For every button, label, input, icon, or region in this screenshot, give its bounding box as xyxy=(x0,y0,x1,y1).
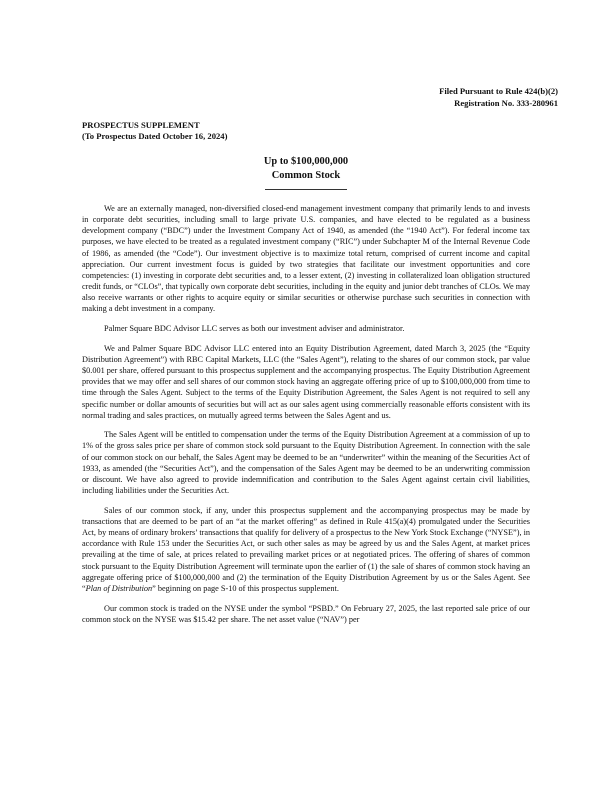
paragraph-company-overview: We are an externally managed, non-diversified closed-end management investment company that primarily lends to and invests in corporate debt securities, including small to large private U.S. companies, and have elected to be regulated as a business development company (“BDC”) under the Investment Company Act of 1940, as amended (the “1940 Act”). For federal income tax purposes, we have elected to be treated as a regulated investment company (“RIC”) under Subchapter M of the Internal Revenue Code of 1986, as amended (the “Code”). Our investment objective is to maximize total return, comprised of current income and capital appreciation. Our current investment focus is guided by two strategies that facilitate our investment opportunities and core competencies: (1) investing in corporate debt securities and, to a lesser extent, (2) investing in collateralized loan obligation structured credit funds, or “CLOs”, that typically own corporate debt securities, including in the equity and junior debt tranches of CLOs. We may also receive warrants or other rights to acquire equity or similar securities or otherwise purchase such securities in connection with making a debt investment in a company. xyxy=(82,204,530,314)
paragraph-sales-agent-compensation: The Sales Agent will be entitled to compensation under the terms of the Equity Distribution Agreement at a commission of up to 1% of the gross sales price per share of common stock sold pursuant to the Equity Distribution Agreement. In connection with the sale of our common stock on our behalf, the Sales Agent may be deemed to be an “underwriter” within the meaning of the Securities Act of 1933, as amended (the “Securities Act”), and the compensation of the Sales Agent may be deemed to be an underwriting commission or discount. We have also agreed to provide indemnification and contribution to the Sales Agent against certain civil liabilities, including liabilities under the Securities Act. xyxy=(82,430,530,496)
paragraph-adviser: Palmer Square BDC Advisor LLC serves as both our investment adviser and administrator. xyxy=(104,324,405,334)
supplement-title: PROSPECTUS SUPPLEMENT xyxy=(82,120,200,130)
registration-number: Registration No. 333-280961 xyxy=(454,97,558,108)
body-text xyxy=(82,203,530,633)
filing-header xyxy=(439,86,558,109)
paragraph-equity-distribution: We and Palmer Square BDC Advisor LLC entered into an Equity Distribution Agreement, dated March 3, 2025 (the “Equity Distribution Agreement”) with RBC Capital Markets, LLC (the “Sales Agent”), relating to the shares of our common stock, par value $0.001 per share, offered pursuant to this prospectus supplement and the accompanying prospectus. The Equity Distribution Agreement provides that we may offer and sell shares of our common stock having an aggregate offering price of up to $100,000,000 from time to time through the Sales Agent. Subject to the terms of the Equity Distribution Agreement, the Sales Agent is not required to sell any specific number or dollar amounts of securities but will act as our sales agent using commercially reasonable efforts consistent with its normal trading and sales practices, on mutually agreed terms between the Sales Agent and us. xyxy=(82,343,530,420)
paragraph-sales-method xyxy=(82,505,530,594)
supplement-heading xyxy=(82,120,227,142)
sales-method-text-end: ” beginning on page S-10 of this prospectus supplement. xyxy=(152,583,339,593)
paragraph-market-price: Our common stock is traded on the NYSE under the symbol “PSBD.” On February 27, 2025, the last reported sale price of our common stock on the NYSE was $15.42 per share. The net asset value (“NAV”) per xyxy=(82,603,530,624)
title-divider xyxy=(265,189,347,190)
filed-pursuant-line: Filed Pursuant to Rule 424(b)(2) xyxy=(439,86,558,96)
offering-security: Common Stock xyxy=(271,170,341,181)
supplement-subtitle: (To Prospectus Dated October 16, 2024) xyxy=(82,131,228,141)
offering-title xyxy=(0,155,612,183)
offering-amount: Up to $100,000,000 xyxy=(263,156,349,167)
sales-method-text: Sales of our common stock, if any, under this prospectus supplement and the accompanying prospectus may be made by transactions that are deemed to be part of an “at the market offering” as defined in Rule 415(a)(4) promulgated under the Securities Act, by means of ordinary brokers’ transactions that qualify for delivery of a prospectus to the New York Stock Exchange (“NYSE”), in accordance with Rule 153 under the Securities Act, or such other sales as may be agreed by us and the Sales Agent, at market prices prevailing at the time of sale, at prices related to prevailing market prices or at negotiated prices. The offering of shares of common stock pursuant to the Equity Distribution Agreement will terminate upon the earlier of (1) the sale of shares of common stock having an aggregate offering price of $100,000,000 and (2) the termination of the Equity Distribution Agreement by us or the Sales Agent. See “ xyxy=(82,505,530,593)
plan-of-distribution-reference: Plan of Distribution xyxy=(85,583,153,593)
